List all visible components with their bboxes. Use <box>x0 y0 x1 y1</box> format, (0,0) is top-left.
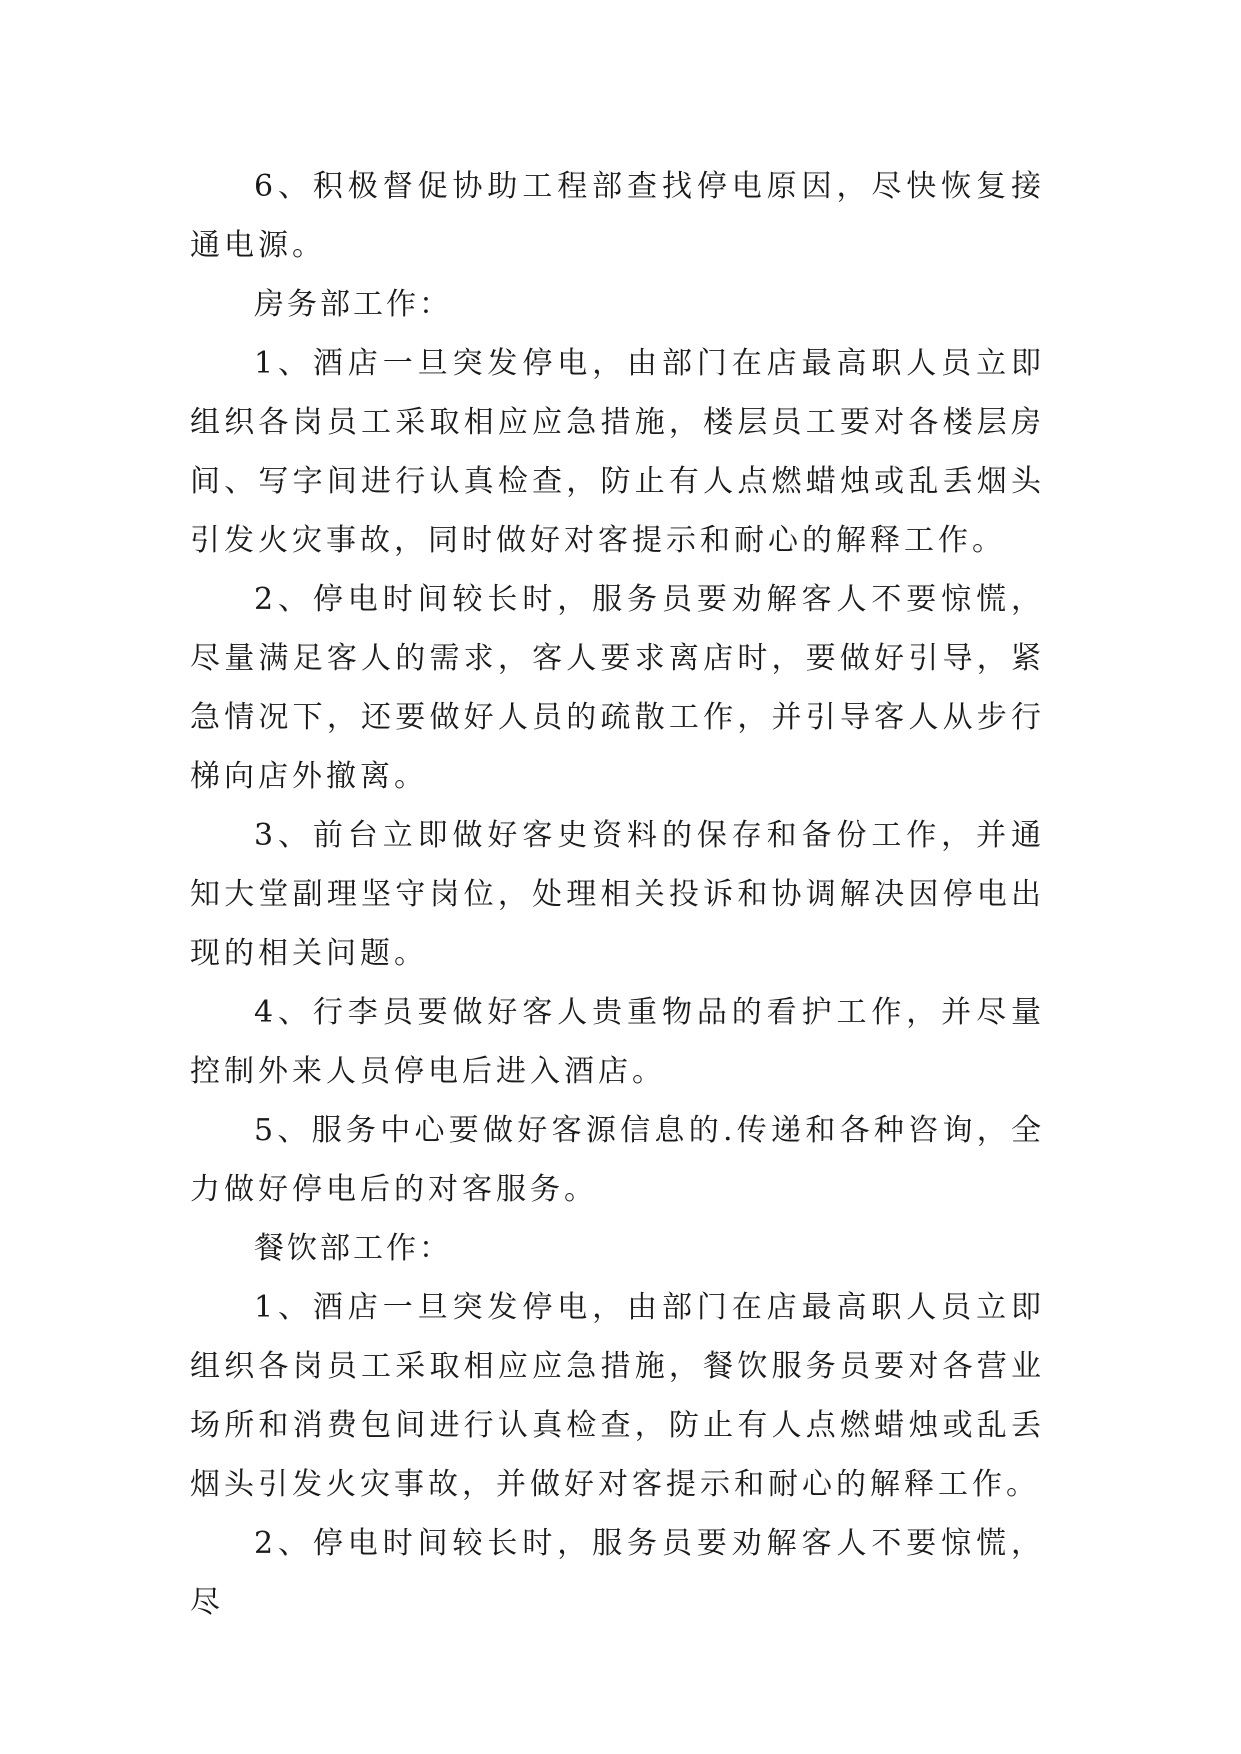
paragraph-housekeeping-1: 1、酒店一旦突发停电，由部门在店最高职人员立即组织各岗员工采取相应应急措施，楼层员工要对各楼层房间、写字间进行认真检查，防止有人点燃蜡烛或乱丢烟头引发火灾事故，同时做好对客提示和耐心的解释工作。 <box>190 346 1045 558</box>
section-heading-food-beverage: 餐饮部工作： <box>254 1231 452 1266</box>
paragraph-housekeeping-2: 2、停电时间较长时，服务员要劝解客人不要惊慌，尽量满足客人的需求，客人要求离店时，要做好引导，紧急情况下，还要做好人员的疏散工作，并引导客人从步行梯向店外撤离。 <box>190 582 1045 794</box>
paragraph-food-beverage-2: 2、停电时间较长时，服务员要劝解客人不要惊慌，尽 <box>190 1526 1045 1620</box>
paragraph-food-beverage-1: 1、酒店一旦突发停电，由部门在店最高职人员立即组织各岗员工采取相应应急措施，餐饮服务员要对各营业场所和消费包间进行认真检查，防止有人点燃蜡烛或乱丢烟头引发火灾事故，并做好对客提示和耐心的解释工作。 <box>190 1290 1045 1502</box>
document-body <box>190 157 1045 1632</box>
paragraph-restore-power: 6、积极督促协助工程部查找停电原因，尽快恢复接通电源。 <box>190 169 1045 263</box>
paragraph-housekeeping-3: 3、前台立即做好客史资料的保存和备份工作，并通知大堂副理坚守岗位，处理相关投诉和协调解决因停电出现的相关问题。 <box>190 818 1045 971</box>
paragraph-housekeeping-4: 4、行李员要做好客人贵重物品的看护工作，并尽量控制外来人员停电后进入酒店。 <box>190 995 1045 1089</box>
section-heading-housekeeping: 房务部工作： <box>254 287 452 322</box>
paragraph-housekeeping-5: 5、服务中心要做好客源信息的.传递和各种咨询，全力做好停电后的对客服务。 <box>190 1113 1045 1207</box>
